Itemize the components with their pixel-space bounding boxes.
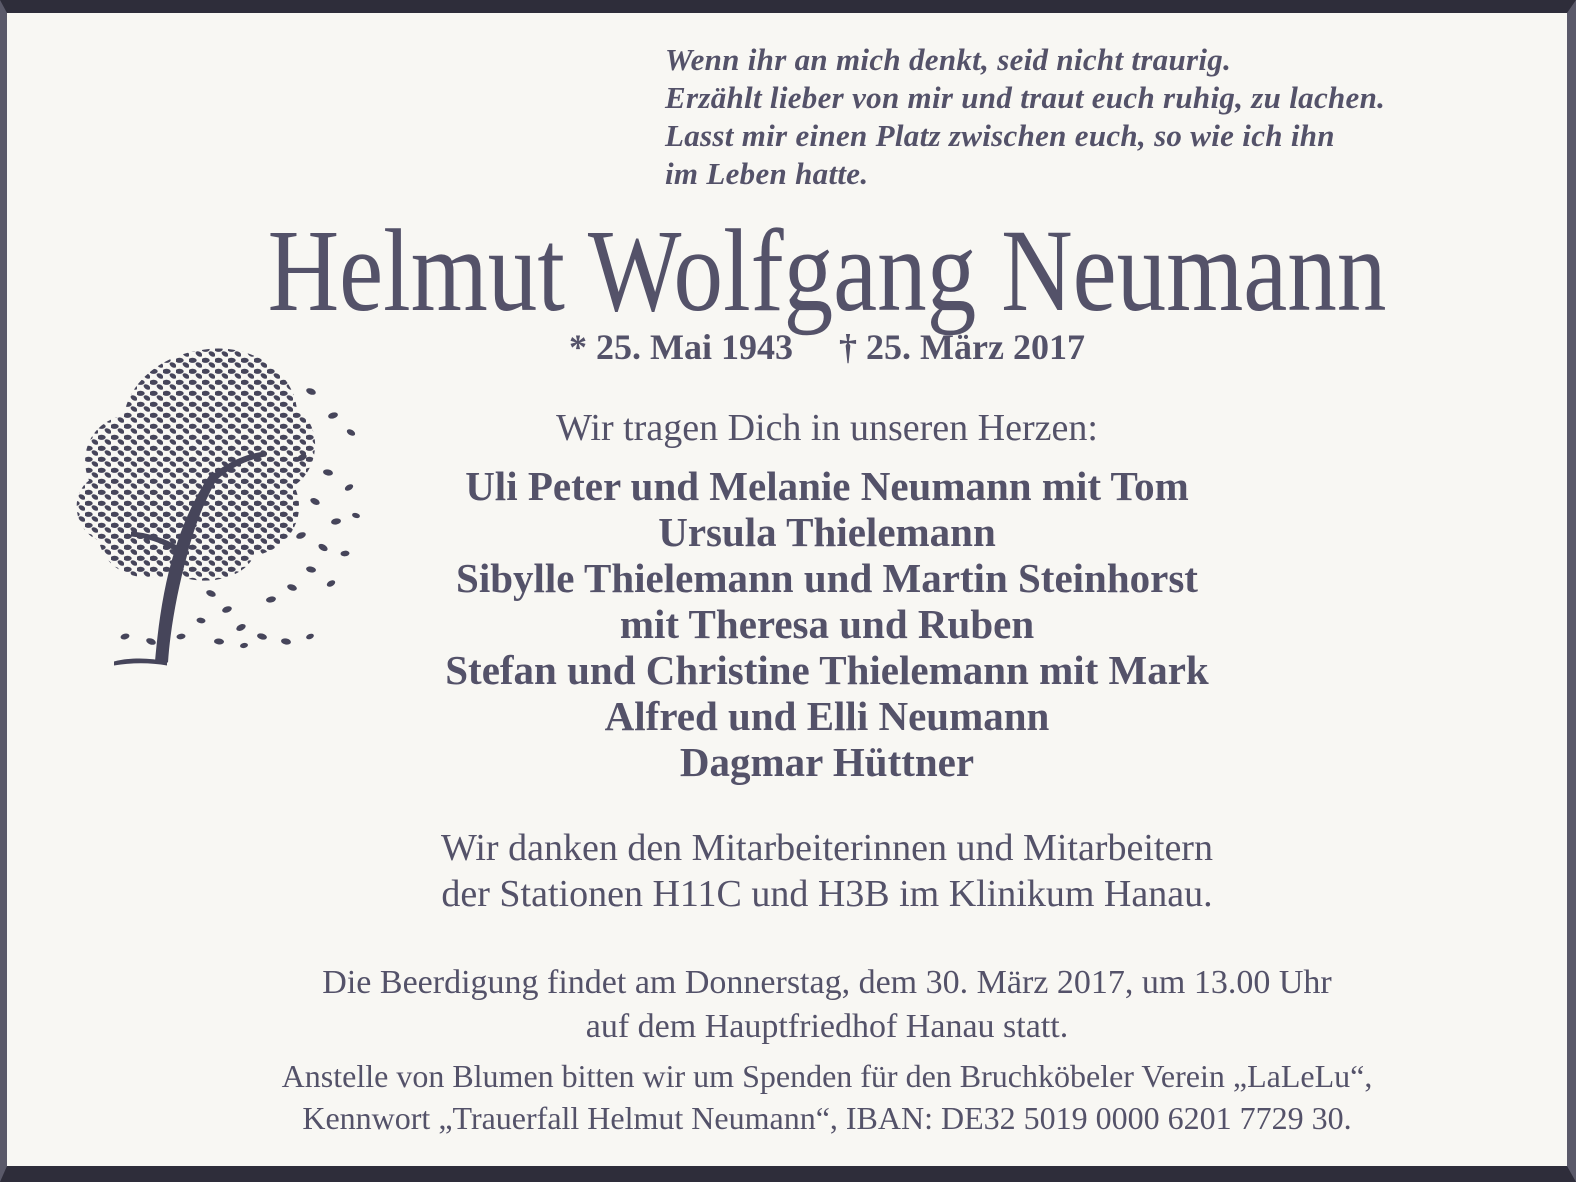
- epigraph-line: Wenn ihr an mich denkt, seid nicht traurig.: [665, 42, 1232, 77]
- epigraph-line: Erzählt lieber von mir und traut euch ruhig, zu lachen.: [665, 80, 1386, 115]
- funeral-line: Die Beerdigung findet am Donnerstag, dem 30. März 2017, um 13.00 Uhr: [322, 964, 1332, 1001]
- mourner-line: mit Theresa und Ruben: [619, 601, 1035, 647]
- donation-info: [87, 1055, 1567, 1139]
- epigraph-line: Lasst mir einen Platz zwischen euch, so wie ich ihn: [665, 118, 1335, 153]
- donation-line: Anstelle von Blumen bitten wir um Spenden für den Bruchköbeler Verein „LaLeLu“,: [281, 1058, 1373, 1094]
- funeral-info: [87, 961, 1567, 1049]
- thanks-line: Wir danken den Mitarbeiterinnen und Mitarbeitern: [441, 827, 1213, 869]
- epigraph-line: im Leben hatte.: [665, 156, 869, 191]
- deceased-name: Helmut Wolfgang Neumann: [267, 205, 1387, 336]
- epigraph: [665, 41, 1385, 193]
- thanks-paragraph: [87, 825, 1567, 917]
- mourner-line: Dagmar Hüttner: [679, 739, 975, 785]
- donation-line: Kennwort „Trauerfall Helmut Neumann“, IBAN: DE32 5019 0000 6201 7729 30.: [302, 1100, 1352, 1136]
- funeral-line: auf dem Hauptfriedhof Hanau statt.: [585, 1008, 1069, 1045]
- life-dates: [87, 325, 1567, 369]
- mourners-list: [87, 463, 1567, 785]
- thanks-line: der Stationen H11C und H3B im Klinikum Hanau.: [441, 873, 1213, 915]
- mourner-line: Stefan und Christine Thielemann mit Mark: [445, 647, 1209, 693]
- mourner-line: Ursula Thielemann: [658, 509, 996, 555]
- mourner-line: Alfred und Elli Neumann: [604, 693, 1050, 739]
- death-date: † 25. März 2017: [839, 327, 1085, 367]
- mourner-line: Uli Peter und Melanie Neumann mit Tom: [465, 463, 1189, 509]
- intro-line: Wir tragen Dich in unseren Herzen:: [556, 407, 1098, 449]
- birth-date: * 25. Mai 1943: [569, 327, 794, 367]
- mourner-line: Sibylle Thielemann und Martin Steinhorst: [456, 555, 1198, 601]
